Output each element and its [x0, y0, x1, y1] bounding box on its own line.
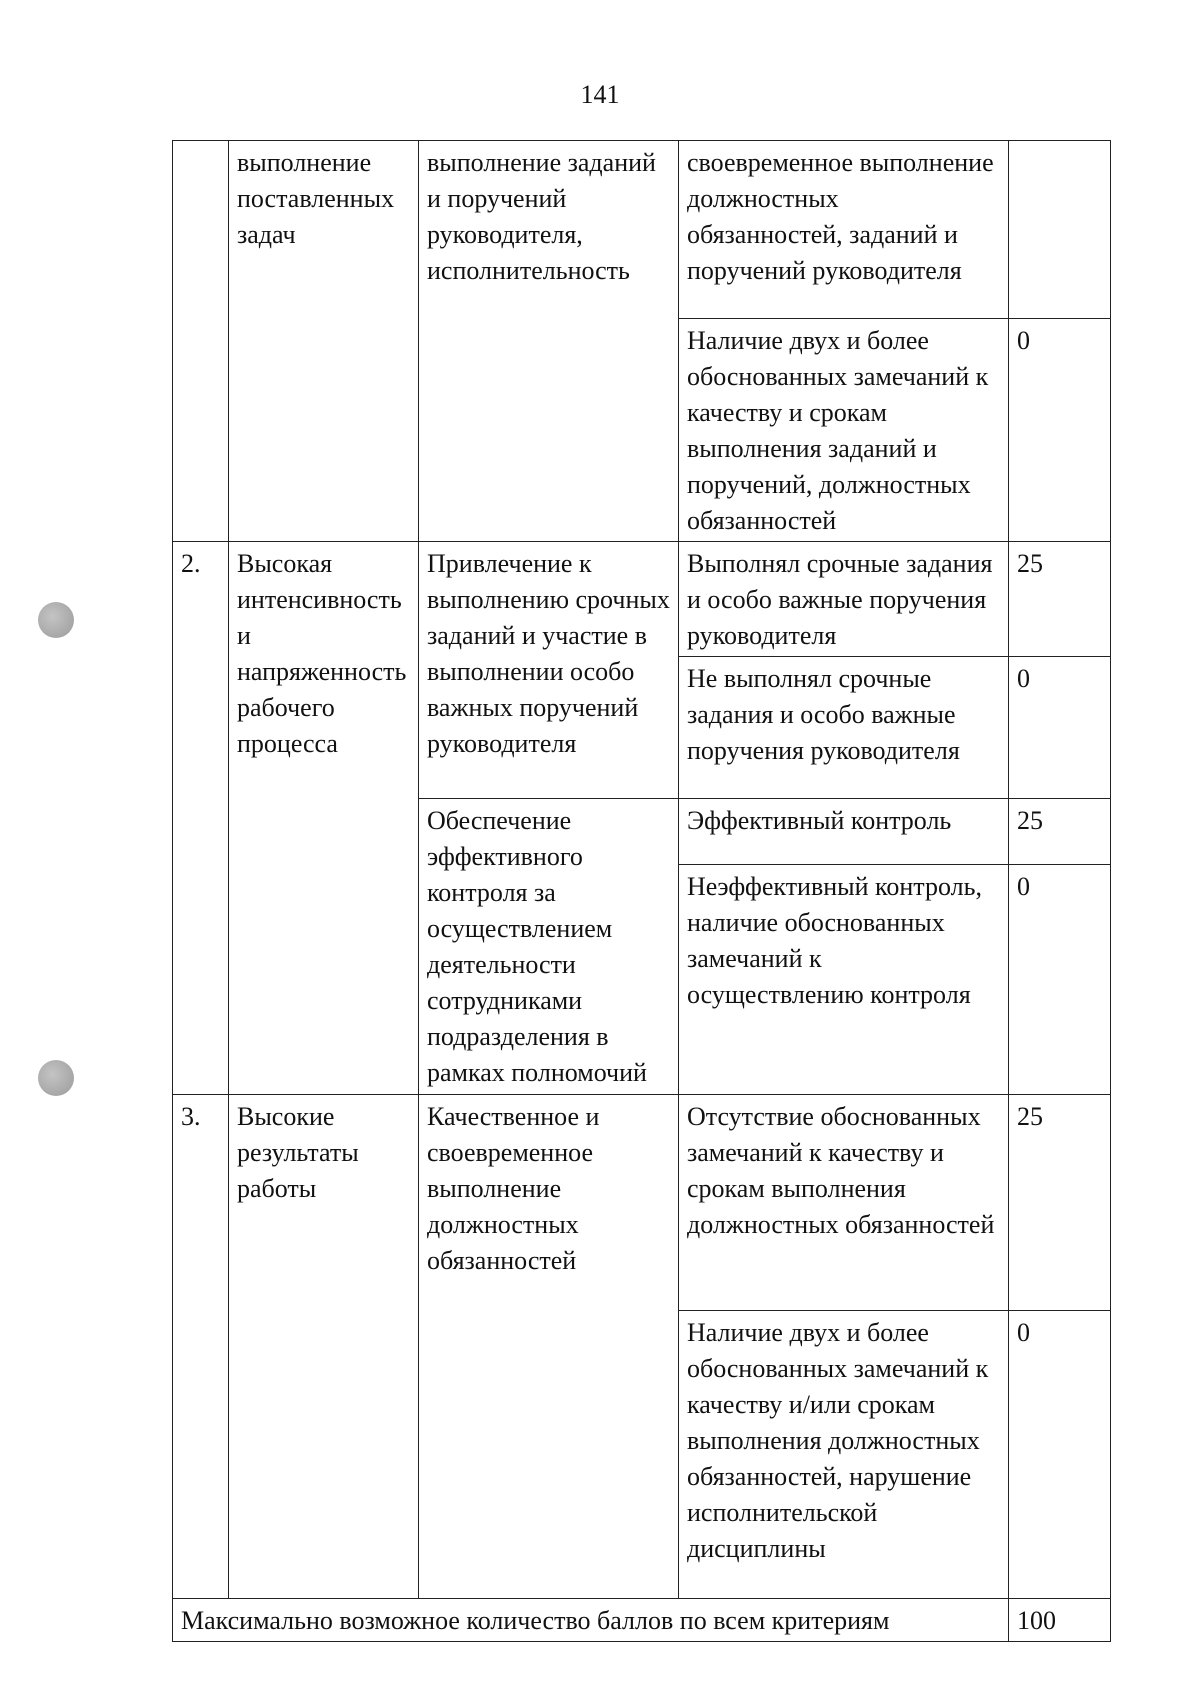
evaluation-cell: Наличие двух и более обоснованных замечаний к качеству и срокам выполнения заданий и поручений, должностных обязанностей	[679, 319, 1009, 542]
evaluation-cell: Неэффективный контроль, наличие обоснованных замечаний к осуществлению контроля	[679, 865, 1009, 1095]
points-cell: 25	[1009, 542, 1111, 657]
evaluation-cell: Отсутствие обоснованных замечаний к качеству и срокам выполнения должностных обязанностей	[679, 1095, 1009, 1311]
points-cell: 0	[1009, 865, 1111, 1095]
row-number-cell: 3.	[173, 1095, 229, 1599]
points-cell: 0	[1009, 319, 1111, 542]
points-cell: 0	[1009, 1311, 1111, 1599]
points-cell	[1009, 141, 1111, 319]
page-number: 141	[580, 80, 620, 109]
evaluation-cell: Не выполнял срочные задания и особо важные поручения руководителя	[679, 657, 1009, 799]
indicator-cell: Качественное и своевременное выполнение должностных обязанностей	[419, 1095, 679, 1599]
total-label: Максимально возможное количество баллов по всем критериям	[173, 1599, 1009, 1642]
evaluation-cell: Выполнял срочные задания и особо важные поручения руководителя	[679, 542, 1009, 657]
points-cell: 25	[1009, 1095, 1111, 1311]
table-row	[173, 1095, 1111, 1311]
total-row	[173, 1599, 1111, 1642]
row-number-cell: 2.	[173, 542, 229, 1095]
row-number-cell	[173, 141, 229, 542]
punch-hole	[38, 602, 74, 638]
criterion-cell: Высокая интенсивность и напряженность рабочего процесса	[229, 542, 419, 1095]
evaluation-cell: Наличие двух и более обоснованных замечаний к качеству и/или срокам выполнения должностных обязанностей, нарушение исполнительской дисциплины	[679, 1311, 1009, 1599]
table-row	[173, 141, 1111, 319]
table-row	[173, 542, 1111, 657]
points-cell: 0	[1009, 657, 1111, 799]
criteria-table	[172, 140, 1111, 1642]
criterion-cell: выполнение поставленных задач	[229, 141, 419, 542]
indicator-cell: Обеспечение эффективного контроля за осуществлением деятельности сотрудниками подразделения в рамках полномочий	[419, 799, 679, 1095]
punch-hole	[38, 1060, 74, 1096]
points-cell: 25	[1009, 799, 1111, 865]
evaluation-cell: Эффективный контроль	[679, 799, 1009, 865]
indicator-cell: Привлечение к выполнению срочных заданий и участие в выполнении особо важных поручений руководителя	[419, 542, 679, 799]
total-points: 100	[1009, 1599, 1111, 1642]
evaluation-cell: своевременное выполнение должностных обязанностей, заданий и поручений руководителя	[679, 141, 1009, 319]
criterion-cell: Высокие результаты работы	[229, 1095, 419, 1599]
indicator-cell: выполнение заданий и поручений руководителя, исполнительность	[419, 141, 679, 542]
